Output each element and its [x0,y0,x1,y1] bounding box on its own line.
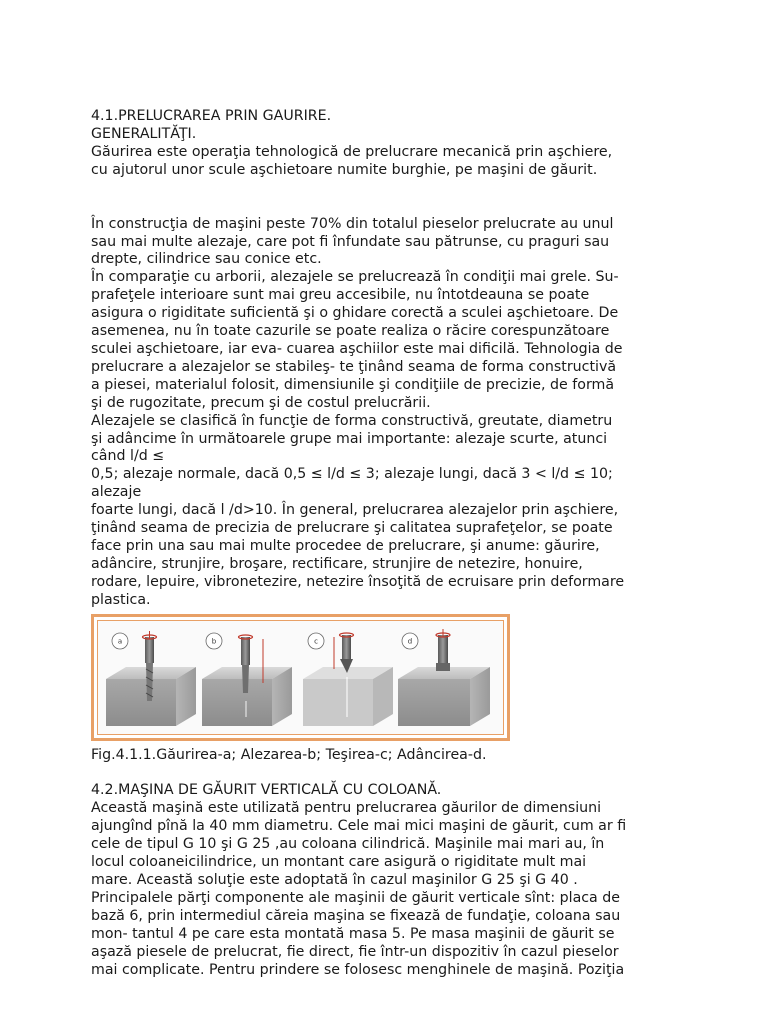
paragraph-line: prelucrare a alezajelor se stabileş- te ţinând seama de forma constructivă [91,358,617,375]
paragraph-line: drepte, cilindrice sau conice etc. [91,251,322,268]
paragraph-line: locul coloaneicilindrice, un montant care asigură o rigiditate mult mai [91,854,587,871]
paragraph-line: sculei aşchietoare, iar eva- cuarea aşchiilor este mai dificilă. Tehnologia de [91,340,623,357]
panel-drilling [106,631,196,726]
panel-counterboring [398,629,490,726]
panel-chamfering [303,633,393,726]
paragraph-line: bază 6, prin intermediul căreia maşina se fixează de fundaţie, coloana sau [91,907,621,924]
intro-line: Găurirea este operaţia tehnologică de prelucrare mecanică prin aşchiere, [91,143,613,160]
paragraph-line: asigura o rigiditate suficientă şi o ghidare corectă a sculei aşchietoare. De [91,305,619,322]
paragraph-line: foarte lungi, dacă l /d>10. În general, prelucrarea alezajelor prin aşchiere, [91,502,619,519]
paragraph-line: Această maşină este utilizată pentru prelucrarea găurilor de dimensiuni [91,800,602,817]
paragraph-line: 0,5; alezaje normale, dacă 0,5 ≤ l/d ≤ 3; alezaje lungi, dacă 3 < l/d ≤ 10; [91,466,613,483]
panel-label: c [314,637,318,646]
paragraph-line: Principalele părţi componente ale maşinii de găurit verticale sînt: placa de [91,889,620,906]
drilling-operations-figure [91,614,510,741]
paragraph-line: a piesei, materialul folosit, dimensiunile şi condiţiile de precizie, de formă [91,376,615,393]
paragraph-line: În comparaţie cu arborii, alezajele se prelucrează în condiţii mai grele. Su- [91,269,619,286]
panel-label: a [117,637,123,646]
paragraph-line: sau mai multe alezaje, care pot fi înfundate sau pătrunse, cu praguri sau [91,233,610,250]
panel-label: d [407,637,413,646]
paragraph-line: În construcţia de maşini peste 70% din totalul pieselor prelucrate au unul [91,215,614,232]
panel-reaming [202,633,292,726]
paragraph-line: ţinând seama de precizia de prelucrare şi calitatea suprafeţelor, se poate [91,520,613,537]
paragraph-line: prafeţele interioare sunt mai greu accesibile, nu întotdeauna se poate [91,287,590,304]
paragraph-line: când l/d ≤ [91,448,165,465]
figure-caption: Fig.4.1.1.Găurirea-a; Alezarea-b; Teşirea-c; Adâncirea-d. [91,746,487,763]
paragraph-line: mai complicate. Pentru prindere se folosesc menghinele de maşină. Poziţia [91,961,625,978]
paragraph-line: face prin una sau mai multe procedee de prelucrare, şi anume: găurire, [91,537,600,554]
paragraph-line: plastica. [91,591,151,608]
paragraph-line: alezaje [91,484,142,501]
drilling-operations-illustration [98,621,503,734]
paragraph-line: ajungînd pînă la 40 mm diametru. Cele mai mici maşini de găurit, cum ar fi [91,818,627,835]
paragraph-line: mare. Această soluţie este adoptată în cazul maşinilor G 25 şi G 40 . [91,872,578,888]
section-heading: 4.2.MAŞINA DE GĂURIT VERTICALĂ CU COLOANĂ. [91,782,442,799]
paragraph-line: adâncire, strunjire, broşare, rectificare, strunjire de netezire, honuire, [91,555,583,572]
intro-line: cu ajutorul unor scule aşchietoare numite burghie, pe maşini de găurit. [91,161,598,178]
panel-label: b [211,637,217,646]
paragraph-line: şi de rugozitate, precum şi de costul prelucrării. [91,394,431,411]
paragraph-line: cele de tipul G 10 şi G 25 ,au coloana cilindrică. Maşinile mai mari au, în [91,836,605,853]
paragraph-line: aşază piesele de prelucrat, fie direct, fie într-un dispozitiv în cazul pieselor [91,943,619,960]
section-subheading: GENERALITĂŢI. [91,125,197,142]
paragraph-line: rodare, lepuire, vibronetezire, netezire însoţită de ecruisare prin deformare [91,573,625,590]
document-page [91,108,691,979]
paragraph-line: Alezajele se clasifică în funcţie de forma constructivă, greutate, diametru [91,412,613,429]
paragraph-line: asemenea, nu în toate cazurile se poate realiza o răcire corespunzătoare [91,323,610,340]
section-heading: 4.1.PRELUCRAREA PRIN GAURIRE. [91,108,332,124]
paragraph-line: mon- tantul 4 pe care esta montată masa 5. Pe masa maşinii de găurit se [91,925,615,942]
paragraph-line: şi adâncime în următoarele grupe mai importante: alezaje scurte, atunci [91,430,608,447]
